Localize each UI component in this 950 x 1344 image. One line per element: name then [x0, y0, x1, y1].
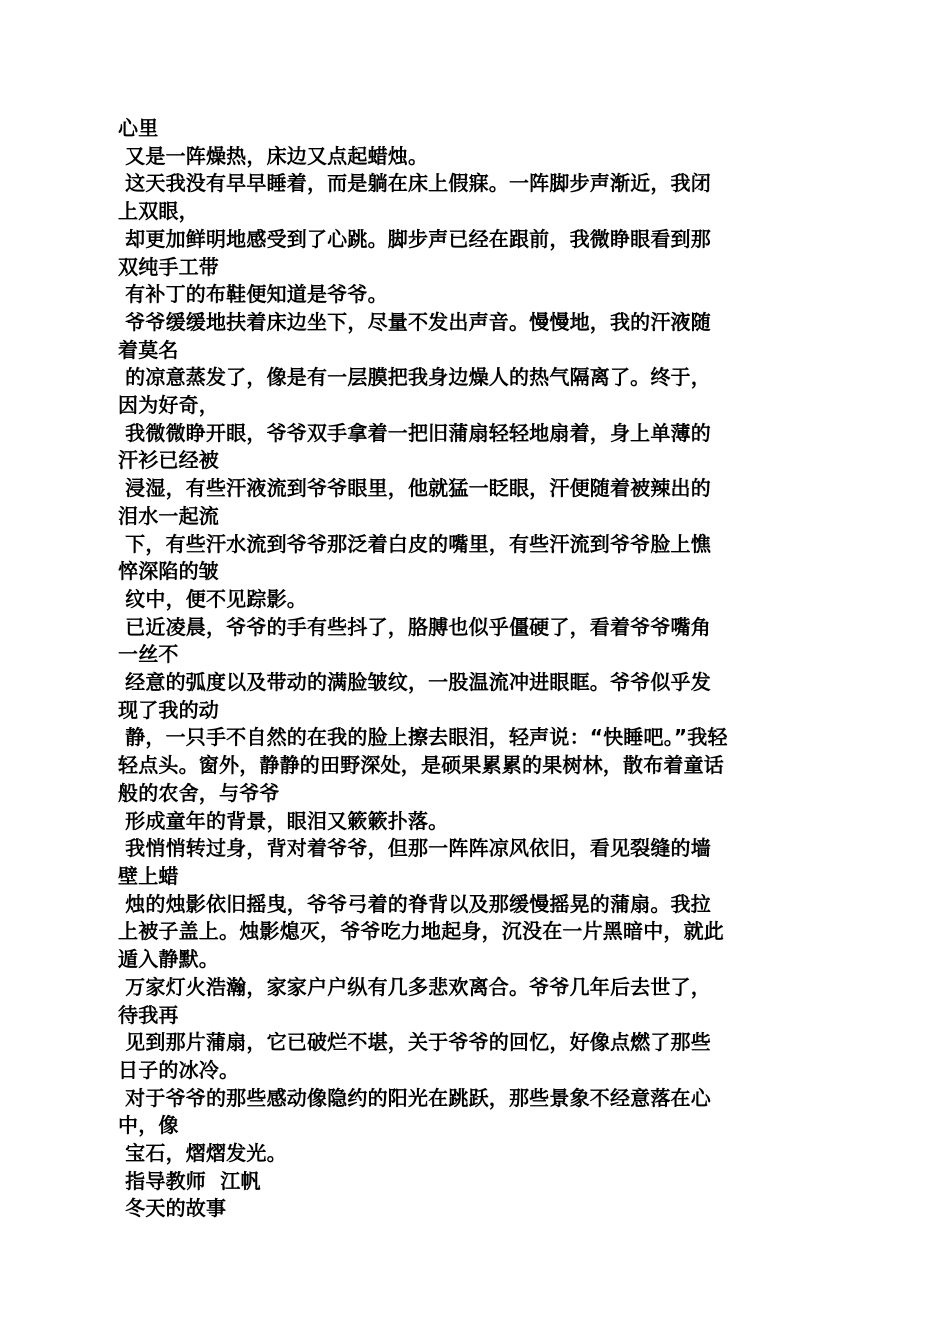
text-line: 心里	[118, 116, 159, 140]
text-line: 上双眼，	[118, 199, 199, 224]
text-line: 的凉意蒸发了，像是有一层膜把我身边燥人的热气隔离了。终于，	[118, 365, 711, 390]
text-line: 现了我的动	[118, 697, 219, 722]
text-line: 遁入静默。	[118, 947, 219, 972]
text-line: 已近凌晨，爷爷的手有些抖了，胳膊也似乎僵硬了，看着爷爷嘴角	[118, 614, 711, 639]
text-line: 待我再	[118, 1002, 179, 1027]
text-line: 又是一阵燥热，床边又点起蜡烛。	[118, 143, 429, 168]
text-line: 双纯手工带	[118, 254, 219, 279]
text-line: 轻点头。窗外，静静的田野深处，是硕果累累的果树林，散布着童话	[118, 753, 724, 778]
text-line: 壁上蜡	[118, 863, 179, 888]
text-line: 爷爷缓缓地扶着床边坐下，尽量不发出声音。慢慢地，我的汗液随	[118, 309, 711, 334]
text-line: 下，有些汗水流到爷爷那泛着白皮的嘴里，有些汗流到爷爷脸上憔	[118, 531, 711, 556]
text-line: 纹中，便不见踪影。	[118, 586, 307, 611]
text-line: 有补丁的布鞋便知道是爷爷。	[118, 282, 388, 307]
text-line: 浸湿，有些汗液流到爷爷眼里，他就猛一眨眼，汗便随着被辣出的	[118, 476, 711, 501]
text-line: 我悄悄转过身，背对着爷爷，但那一阵阵凉风依旧，看见裂缝的墙	[118, 836, 711, 861]
text-line: 中，像	[118, 1113, 179, 1138]
text-line: 着莫名	[118, 337, 179, 362]
text-line: 宝石，熠熠发光。	[118, 1141, 287, 1166]
text-line: 因为好奇，	[118, 393, 219, 418]
text-line: 指导教师 江帆	[118, 1168, 261, 1193]
text-line: 汗衫已经被	[118, 448, 219, 473]
text-line: 万家灯火浩瀚，家家户户纵有几多悲欢离合。爷爷几年后去世了，	[118, 974, 711, 999]
text-line: 这天我没有早早睡着，而是躺在床上假寐。一阵脚步声渐近，我闭	[118, 171, 711, 196]
text-line: 般的农舍，与爷爷	[118, 780, 280, 805]
text-line: 烛的烛影依旧摇曳，爷爷弓着的脊背以及那缓慢摇晃的蒲扇。我拉	[118, 891, 711, 916]
document-body	[118, 115, 838, 1223]
text-line: 日子的冰冷。	[118, 1057, 240, 1082]
text-line: 冬天的故事	[118, 1196, 227, 1221]
text-line: 静，一只手不自然的在我的脸上擦去眼泪，轻声说：“快睡吧。”我轻	[118, 725, 728, 750]
text-line: 对于爷爷的那些感动像隐约的阳光在跳跃，那些景象不经意落在心	[118, 1085, 711, 1110]
text-line: 上被子盖上。烛影熄灭，爷爷吃力地起身，沉没在一片黑暗中，就此	[118, 919, 724, 944]
text-line: 泪水一起流	[118, 503, 219, 528]
text-line: 却更加鲜明地感受到了心跳。脚步声已经在跟前，我微睁眼看到那	[118, 226, 711, 251]
text-line: 悴深陷的皱	[118, 559, 219, 584]
text-line: 一丝不	[118, 642, 179, 667]
text-line: 经意的弧度以及带动的满脸皱纹，一股温流冲进眼眶。爷爷似乎发	[118, 670, 711, 695]
text-line: 我微微睁开眼，爷爷双手拿着一把旧蒲扇轻轻地扇着，身上单薄的	[118, 420, 711, 445]
text-line: 形成童年的背景，眼泪又簌簌扑落。	[118, 808, 449, 833]
text-line: 见到那片蒲扇，它已破烂不堪，关于爷爷的回忆，好像点燃了那些	[118, 1030, 711, 1055]
